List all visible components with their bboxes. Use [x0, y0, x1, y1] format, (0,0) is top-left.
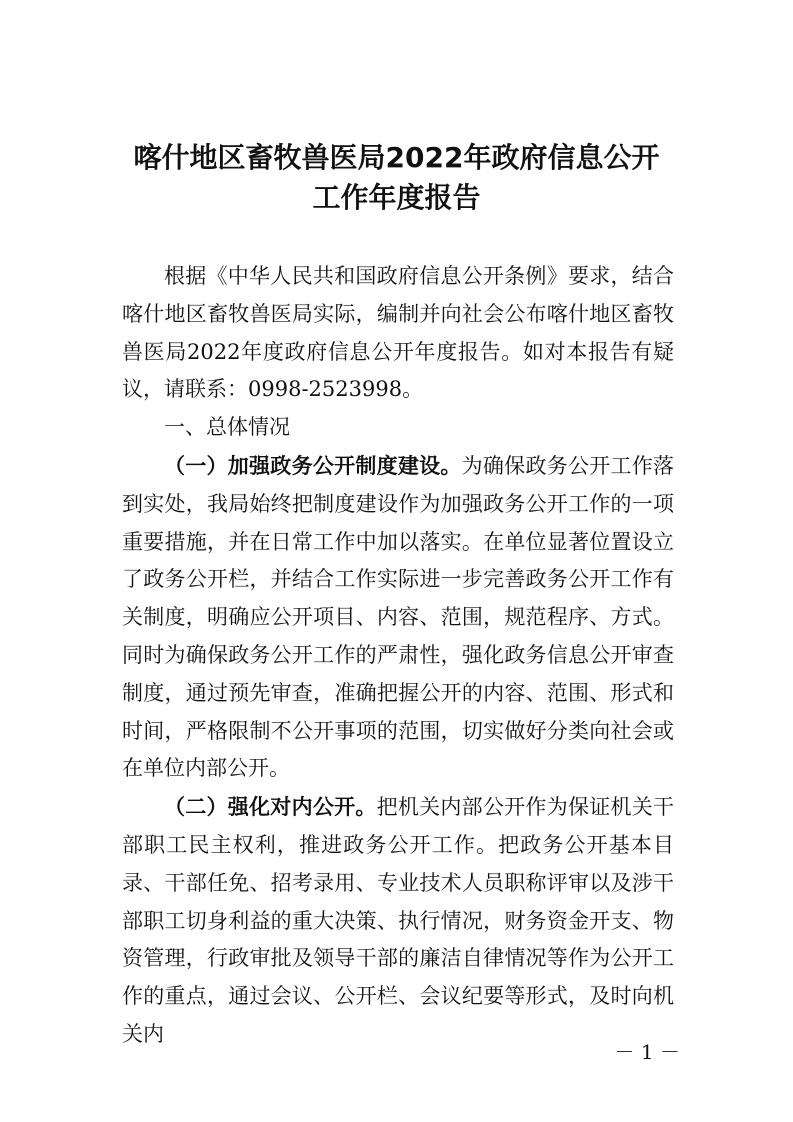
paragraph-1-lead: （一）加强政务公开制度建设。 — [164, 452, 462, 478]
paragraph-1 — [122, 447, 674, 788]
paragraph-2 — [122, 788, 674, 1054]
intro-paragraph: 根据《中华人民共和国政府信息公开条例》要求，结合喀什地区畜牧兽医局实际，编制并向社会公布喀什地区畜牧兽医局2022年度政府信息公开年度报告。如对本报告有疑议，请联系：0998-2523998。 — [122, 264, 674, 402]
document-title-line-1: 喀什地区畜牧兽医局2022年政府信息公开 — [133, 141, 660, 174]
document-body — [122, 258, 674, 1054]
paragraph-2-text: 把机关内部公开作为保证机关干部职工民主权利，推进政务公开工作。把政务公开基本目录、干部任免、招考录用、专业技术人员职称评审以及涉干部职工切身利益的重大决策、执行情况，财务资金开支、物资管理，行政审批及领导干部的廉洁自律情况等作为公开工作的重点，通过会议、公开栏、会议纪要等形式，及时向机关内 — [122, 795, 674, 1046]
page-number: － 1 － — [614, 1040, 680, 1064]
paragraph-1-text: 为确保政务公开工作落到实处，我局始终把制度建设作为加强政务公开工作的一项重要措施，并在日常工作中加以落实。在单位显著位置设立了政务公开栏，并结合工作实际进一步完善政务公开工作有关制度，明确应公开项目、内容、范围，规范程序、方式。同时为确保政务公开工作的严肃性，强化政务信息公开审查制度，通过预先审查，准确把握公开的内容、范围、形式和时间，严格限制不公开事项的范围，切实做好分类向社会或在单位内部公开。 — [122, 453, 675, 781]
section-1-heading: 一、总体情况 — [164, 415, 290, 440]
document-title-line-2: 工作年度报告 — [312, 181, 481, 214]
paragraph-2-lead: （二）强化对内公开。 — [164, 794, 377, 820]
